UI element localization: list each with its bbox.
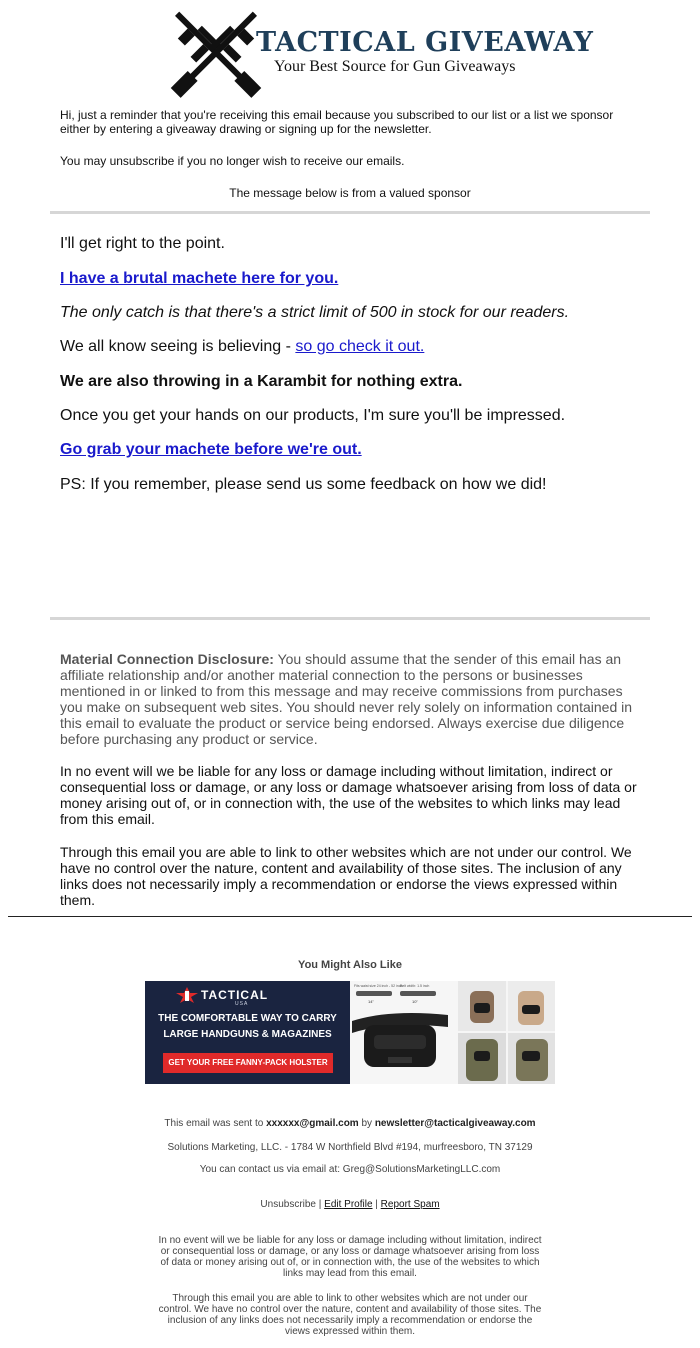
- footer-legal1-line-1: In no event will we be liable for any loss or damage including without limitation, indirect: [158, 1235, 542, 1246]
- ad-headline-2: LARGE HANDGUNS & MAGAZINES: [163, 1029, 332, 1040]
- links-line-1: Through this email you are able to link to other websites which are not under our control. We: [60, 844, 632, 860]
- machete-link[interactable]: I have a brutal machete here for you.: [60, 270, 339, 287]
- footer-legal1-line-4: links may lead from this email.: [283, 1268, 417, 1279]
- message-intro: I'll get right to the point.: [60, 235, 225, 252]
- disclosure-line-1: [60, 651, 645, 667]
- email-header: [0, 0, 700, 100]
- seeing-believing-paragraph: [60, 338, 424, 356]
- company-address: Solutions Marketing, LLC. - 1784 W Northfield Blvd #194, murfreesboro, TN 37129: [167, 1142, 533, 1153]
- ad-dim-1: 14": [368, 999, 374, 1004]
- disclosure-line-3: mentioned in or linked to from this message and may receive commissions from purchases: [60, 683, 623, 699]
- tactical-star-logo-icon: [175, 986, 199, 1004]
- edit-profile-link[interactable]: Edit Profile: [324, 1199, 373, 1210]
- fanny-pack-product-image: [350, 981, 555, 1084]
- link-separator: |: [372, 1199, 381, 1210]
- ad-cta-button[interactable]: GET YOUR FREE FANNY-PACK HOLSTER: [163, 1053, 333, 1073]
- disclosure-line-5: this email to evaluate the product or service being endorsed. Always exercise due diligence: [60, 715, 625, 731]
- disclosure-text-1: You should assume that the sender of this email has an: [273, 651, 622, 667]
- footer-separator: [8, 916, 692, 917]
- unsubscribe-note: You may unsubscribe if you no longer wish to receive our emails.: [60, 154, 405, 168]
- grab-machete-paragraph: [60, 441, 362, 459]
- brand-title: TACTICAL GIVEAWAY: [256, 27, 594, 58]
- ad-headline-1: THE COMFORTABLE WAY TO CARRY: [158, 1013, 337, 1024]
- ad-spec-1: Fits waist size 24 inch - 52 inch: [354, 984, 403, 988]
- footer-legal2-line-4: views expressed within them.: [284, 1326, 416, 1337]
- sent-by: by: [358, 1118, 375, 1129]
- sent-to-line: [0, 1118, 700, 1129]
- feedback-request-text: PS: If you remember, please send us some feedback on how we did!: [60, 476, 547, 493]
- reminder-line-1: Hi, just a reminder that you're receiving this email because you subscribed to our list or a list we sponsor: [60, 108, 614, 122]
- seeing-believing-text: We all know seeing is believing -: [60, 338, 296, 355]
- liability-line-1: In no event will we be liable for any loss or damage including without limitation, indirect or: [60, 763, 613, 779]
- sent-prefix: This email was sent to: [164, 1118, 267, 1129]
- liability-line-4: from this email.: [60, 811, 155, 827]
- footer-legal2-line-3: inclusion of any links does not necessarily imply a recommendation or endorse the: [167, 1315, 533, 1326]
- top-divider: [50, 211, 650, 214]
- link-separator: |: [316, 1199, 325, 1210]
- links-line-2: have no control over the nature, content and availability of those sites. The inclusion of any: [60, 860, 622, 876]
- disclosure-line-6: before purchasing any product or service.: [60, 731, 318, 747]
- disclosure-label: Material Connection Disclosure:: [60, 651, 274, 667]
- stock-limit-text: The only catch is that there's a strict limit of 500 in stock for our readers.: [60, 304, 570, 321]
- disclosure-line-4: you make on subsequent web sites. You should never rely solely on information contained in: [60, 699, 633, 715]
- fanny-pack-holster-ad[interactable]: [145, 981, 555, 1084]
- footer-liability-notice: [145, 1235, 555, 1279]
- ad-brand: TACTICAL: [201, 988, 269, 1002]
- footer-legal1-line-3: of data or money arising out of, or in connection with, the use of the websites to which: [160, 1257, 540, 1268]
- liability-line-3: money arising out of, or in connection with, the use of the websites to which links may lead: [60, 795, 621, 811]
- ad-spec-2: Belt width: 1.5 inch: [400, 984, 430, 988]
- links-line-3: links does not necessarily imply a recommendation or endorse the views expressed within: [60, 876, 618, 892]
- disclosure-line-2: affiliate relationship and/or another material connection to the persons or businesses: [60, 667, 583, 683]
- impressed-text: Once you get your hands on our products, I'm sure you'll be impressed.: [60, 407, 566, 424]
- material-disclosure: [60, 651, 645, 747]
- ad-brand-sub: USA: [235, 1001, 249, 1007]
- footer-legal2-line-1: Through this email you are able to link to other websites which are not under our: [172, 1293, 528, 1304]
- check-it-out-link[interactable]: so go check it out.: [295, 338, 425, 355]
- report-spam-link[interactable]: Report Spam: [380, 1199, 440, 1210]
- links-line-4: them.: [60, 892, 96, 908]
- bottom-divider: [50, 617, 650, 620]
- machete-link-paragraph: [60, 270, 338, 288]
- footer-legal1-line-2: or consequential loss or damage, or any loss or damage whatsoever arising from loss: [160, 1246, 540, 1257]
- brand-tagline: Your Best Source for Gun Giveaways: [274, 58, 516, 75]
- you-might-also-like-heading: You Might Also Like: [298, 959, 402, 971]
- recipient-email: xxxxxx@gmail.com: [266, 1118, 359, 1129]
- sender-email: newsletter@tacticalgiveaway.com: [374, 1118, 536, 1129]
- karambit-offer-text: We are also throwing in a Karambit for nothing extra.: [60, 373, 463, 390]
- liability-notice: [60, 763, 645, 827]
- footer-links-notice: [145, 1293, 555, 1337]
- ad-product-photos: [350, 981, 555, 1084]
- unsubscribe-link[interactable]: Unsubscribe: [260, 1199, 316, 1210]
- reminder-line-2: either by entering a giveaway drawing or signing up for the newsletter.: [60, 122, 432, 136]
- contact-line: You can contact us via email at: Greg@SolutionsMarketingLLC.com: [199, 1164, 501, 1175]
- ad-promo-panel: [145, 981, 350, 1084]
- ad-dim-2: 10": [412, 999, 418, 1004]
- footer-links: [0, 1199, 700, 1210]
- footer-legal2-line-2: control. We have no control over the nature, content and availability of those sites. The: [158, 1304, 542, 1315]
- subscription-reminder: [60, 108, 650, 136]
- grab-machete-link[interactable]: Go grab your machete before we're out.: [60, 441, 362, 458]
- sponsor-note: The message below is from a valued sponsor: [229, 186, 471, 200]
- liability-line-2: consequential loss or damage, or any loss or damage whatsoever arising from loss of data or: [60, 779, 637, 795]
- external-links-notice: [60, 844, 645, 908]
